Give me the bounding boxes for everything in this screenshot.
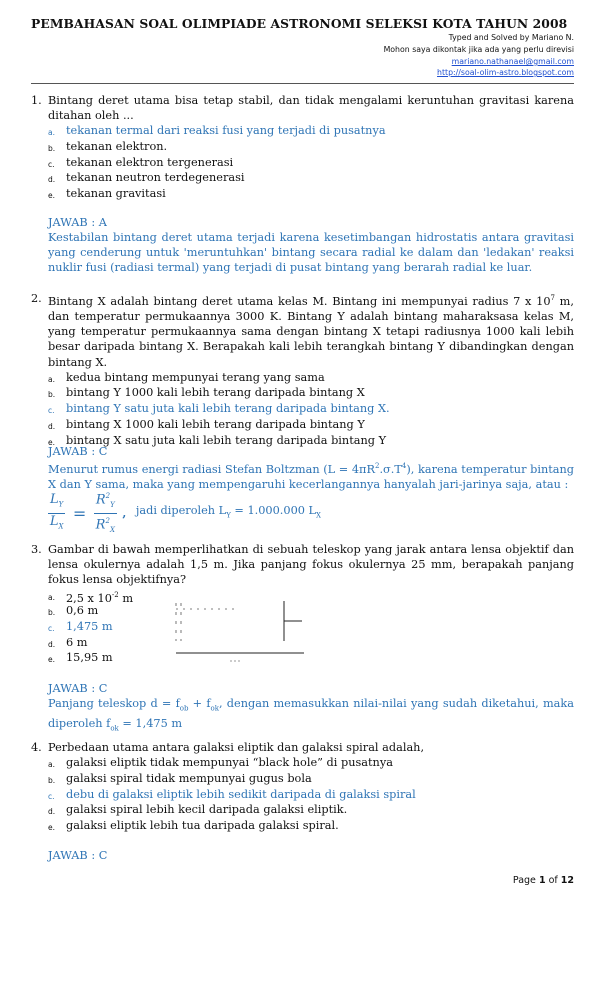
question-text: Perbedaan utama antara galaksi eliptik dan galaksi spiral adalah,	[48, 741, 425, 754]
telescope-diagram	[168, 595, 308, 670]
document-title: PEMBAHASAN SOAL OLIMPIADE ASTRONOMI SELEKSI KOTA TAHUN 2008	[31, 16, 568, 31]
option-c: c. debu di galaksi eliptik lebih sedikit daripada di galaksi spiral	[48, 787, 416, 801]
question-2	[31, 291, 574, 448]
question-number: 4.	[31, 741, 42, 754]
options-list	[48, 370, 574, 448]
options-list	[48, 123, 574, 201]
option-d: d. 6 m	[48, 635, 88, 649]
luminosity-equation: $\frac{L_Y}{L_X}$ = $\frac{R^2_Y}{R^2_X}$ , jadi diperoleh $L_Y = 1.000.000$ $L_X$	[48, 489, 574, 529]
question-1	[31, 93, 574, 202]
option-b: b. tekanan elektron.	[48, 140, 168, 154]
question-text: Bintang deret utama bisa tetap stabil, dan tidak mengalami keruntuhan gravitasi karena ditahan oleh ...	[48, 94, 574, 123]
question-text: Gambar di bawah memperlihatkan di sebuah teleskop yang jarak antara lensa objektif dan lensa okulernya adalah 1,5 m. Jika panjang fokus okulernya 25 mm, berapakah panjang fokus lensa objektifnya?	[48, 543, 574, 587]
option-c: c. 1,475 m	[48, 619, 113, 633]
result-text: jadi diperoleh $L_Y = 1.000.000$ $L_X$	[135, 504, 322, 520]
option-e: e. tekanan gravitasi	[48, 187, 166, 201]
question-number: 3.	[31, 543, 42, 556]
question-number: 2.	[31, 292, 42, 305]
option-a: a. 2,5 x $10^{-2}$ m	[48, 590, 134, 605]
option-e: e. bintang X satu juta kali lebih terang daripada bintang Y	[48, 433, 387, 447]
option-c: c. bintang Y satu juta kali lebih terang daripada bintang X.	[48, 402, 390, 416]
option-b: b. galaksi spiral tidak mempunyai gugus bola	[48, 771, 312, 785]
options-list	[48, 588, 574, 666]
option-a: a. galaksi eliptik tidak mempunyai “black hole” di pusatnya	[48, 756, 393, 770]
question-text: Bintang X adalah bintang deret utama kelas M. Bintang ini mempunyai radius 7 x $10^7$ m, dan temperatur permukaannya 3000 K. Bintang Y adalah bintang maharaksasa kelas M, yang temperatur permukaannya sama dengan bintang X tetapi radiusnya 1000 kali lebih besar daripada bintang X. Berapakah kali lebih terangkah bintang Y dibandingkan dengan bintang X.	[48, 294, 574, 369]
option-b: b. 0,6 m	[48, 604, 99, 618]
option-c: c. tekanan elektron tergenerasi	[48, 155, 234, 169]
answer-label: JAWAB : A	[48, 216, 107, 229]
answer-label: JAWAB : C	[48, 849, 108, 862]
email-link[interactable]: mariano.nathanael@gmail.com	[451, 57, 574, 66]
answer-explanation: Panjang teleskop $d = f_{ob} + f_{ok}$, dengan memasukkan nilai-nilai yang sudah diketahui, maka diperoleh $f_{ok} = 1,475$ m	[48, 697, 574, 733]
option-e: e. galaksi eliptik lebih tua daripada galaksi spiral.	[48, 818, 339, 832]
header-divider	[31, 83, 574, 84]
options-list	[48, 755, 574, 833]
question-4	[31, 740, 574, 834]
option-a: a. tekanan termal dari reaksi fusi yang terjadi di pusatnya	[48, 124, 386, 138]
answer-label: JAWAB : C	[48, 445, 108, 458]
typed-by: Typed and Solved by Mariano N.	[448, 33, 574, 42]
option-b: b. bintang Y 1000 kali lebih terang daripada bintang X	[48, 386, 365, 400]
contact-note: Mohon saya dikontak jika ada yang perlu direvisi	[383, 45, 574, 54]
page-number: Page 1 of 12	[512, 875, 574, 886]
option-e: e. 15,95 m	[48, 651, 113, 665]
option-d: d. bintang X 1000 kali lebih terang daripada bintang Y	[48, 417, 365, 431]
option-a: a. kedua bintang mempunyai terang yang sama	[48, 370, 325, 384]
question-number: 1.	[31, 94, 42, 107]
answer-explanation: Kestabilan bintang deret utama terjadi karena kesetimbangan hidrostatis antara gravitasi yang cenderung untuk 'meruntuhkan' bintang secara radial ke dalam dan 'ledakan' reaksi nuklir fusi (radiasi termal) yang terjadi di pusat bintang yang berarah radial ke luar.	[48, 231, 574, 275]
answer-label: JAWAB : C	[48, 682, 108, 695]
blog-link[interactable]: http://soal-olim-astro.blogspot.com	[437, 68, 574, 77]
fraction-radius: $\frac{R^2_Y}{R^2_X}$	[94, 489, 117, 538]
option-d: d. galaksi spiral lebih kecil daripada galaksi eliptik.	[48, 803, 348, 817]
option-d: d. tekanan neutron terdegenerasi	[48, 171, 245, 185]
answer-explanation: Menurut rumus energi radiasi Stefan Boltzman $(L = 4\pi R^2.\sigma.T^4)$, karena temperatur bintang X dan Y sama, maka yang mempengaruhi kecerlangannya hanyalah jari-jarinya saja, atau :	[48, 462, 574, 491]
fraction-luminosity: $\frac{L_Y}{L_X}$	[49, 492, 64, 531]
